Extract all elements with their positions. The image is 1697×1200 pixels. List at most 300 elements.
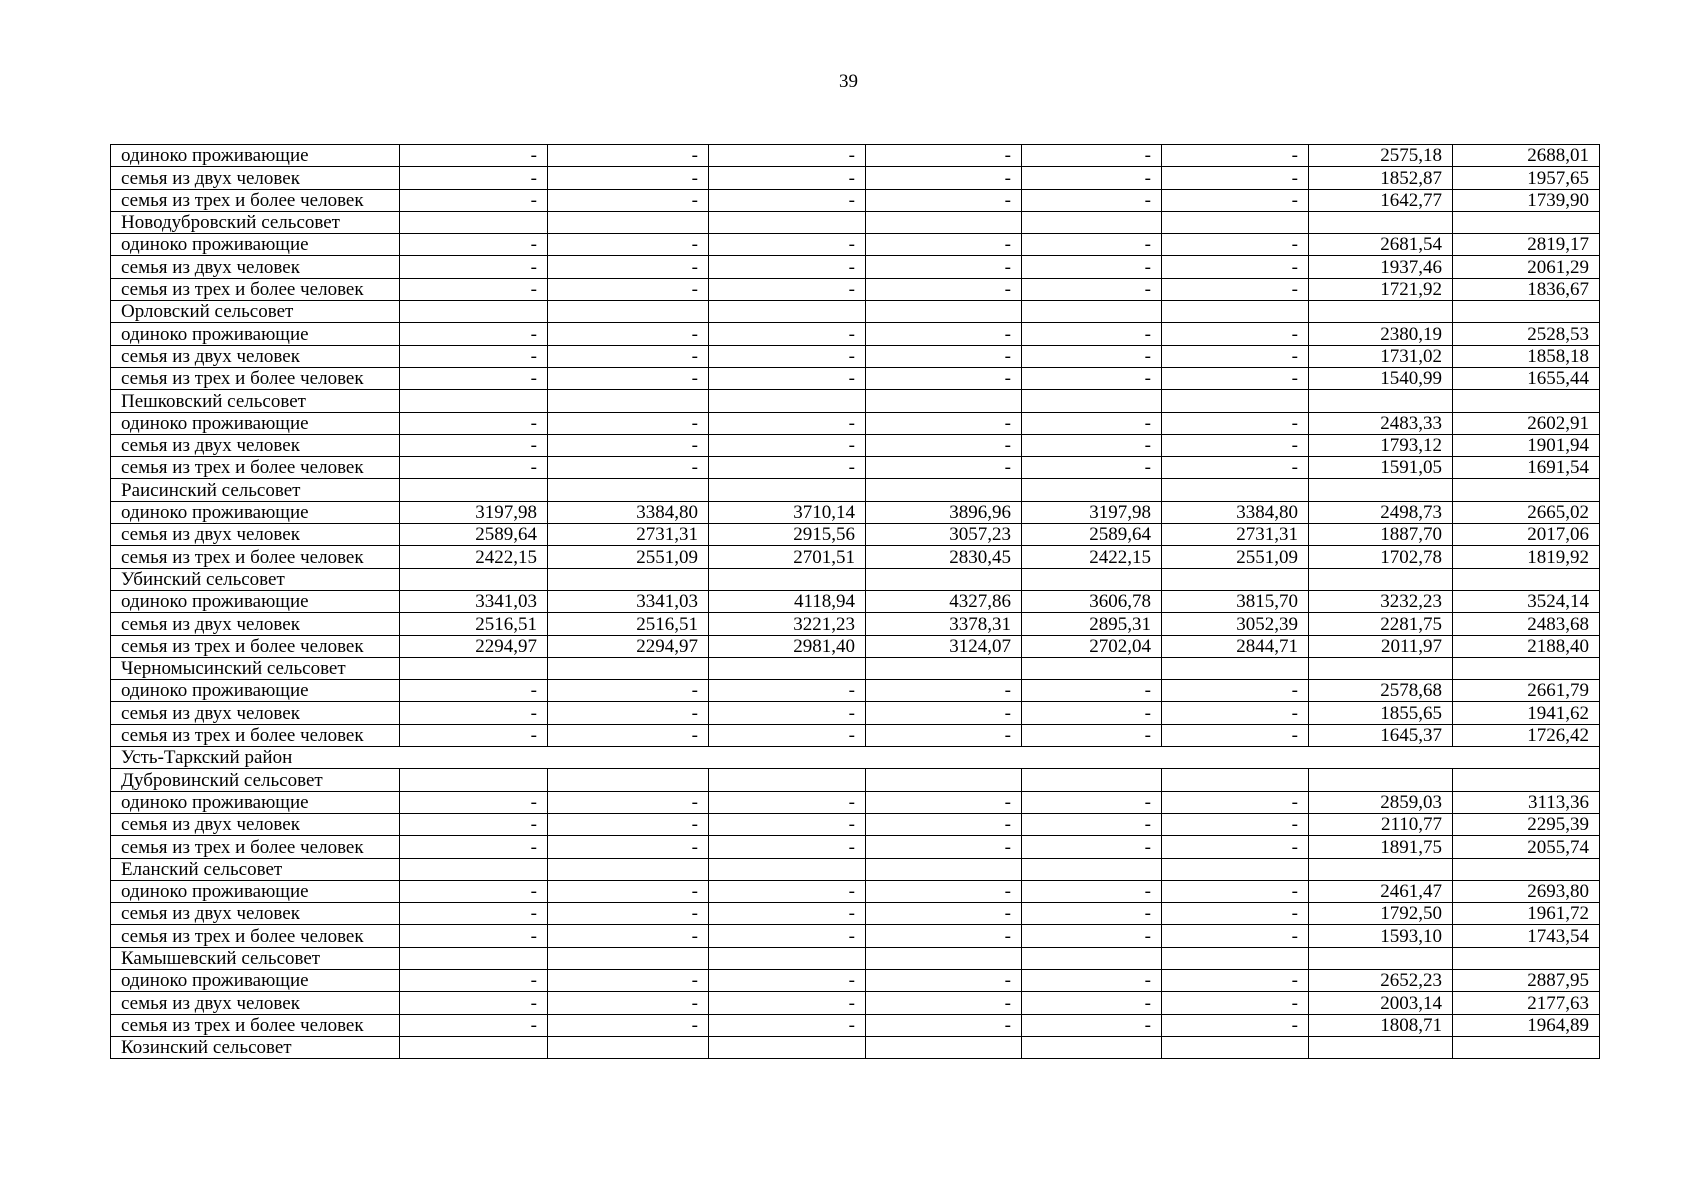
table-cell: 2681,54 xyxy=(1309,234,1453,256)
row-label: семья из двух человек xyxy=(111,434,400,456)
table-cell: 2516,51 xyxy=(400,613,548,635)
table-cell: 1964,89 xyxy=(1453,1014,1600,1036)
table-cell: 1937,46 xyxy=(1309,256,1453,278)
table-cell: 2602,91 xyxy=(1453,412,1600,434)
group-header-row xyxy=(111,657,1600,679)
table-row xyxy=(111,546,1600,568)
table-cell: - xyxy=(866,323,1022,345)
table-cell: 4327,86 xyxy=(866,590,1022,612)
table-cell: - xyxy=(400,434,548,456)
table-cell: - xyxy=(866,903,1022,925)
empty-cell xyxy=(548,1036,709,1058)
table-cell: 3232,23 xyxy=(1309,590,1453,612)
table-row xyxy=(111,635,1600,657)
table-cell: 2551,09 xyxy=(548,546,709,568)
table-cell: - xyxy=(709,680,866,702)
table-cell: - xyxy=(866,256,1022,278)
table-cell: 1739,90 xyxy=(1453,189,1600,211)
row-label: семья из трех и более человек xyxy=(111,925,400,947)
table-cell: 2483,33 xyxy=(1309,412,1453,434)
empty-cell xyxy=(548,769,709,791)
group-label: Пешковский сельсовет xyxy=(111,390,400,412)
table-cell: - xyxy=(548,256,709,278)
group-label: Козинский сельсовет xyxy=(111,1036,400,1058)
table-cell: 1726,42 xyxy=(1453,724,1600,746)
table-cell: 1819,92 xyxy=(1453,546,1600,568)
empty-cell xyxy=(1162,858,1309,880)
table-cell: 1731,02 xyxy=(1309,345,1453,367)
empty-cell xyxy=(709,568,866,590)
table-cell: - xyxy=(709,278,866,300)
empty-cell xyxy=(866,390,1022,412)
table-cell: - xyxy=(1162,925,1309,947)
row-label: одиноко проживающие xyxy=(111,501,400,523)
table-cell: - xyxy=(400,969,548,991)
table-cell: 3341,03 xyxy=(400,590,548,612)
table-cell: 3815,70 xyxy=(1162,590,1309,612)
table-cell: - xyxy=(548,457,709,479)
row-label: одиноко проживающие xyxy=(111,145,400,167)
table-cell: 2731,31 xyxy=(548,524,709,546)
table-cell: - xyxy=(1022,145,1162,167)
group-header-row xyxy=(111,947,1600,969)
table-cell: 2461,47 xyxy=(1309,880,1453,902)
table-cell: - xyxy=(400,992,548,1014)
table-cell: 3378,31 xyxy=(866,613,1022,635)
table-cell: 1887,70 xyxy=(1309,524,1453,546)
empty-cell xyxy=(400,479,548,501)
empty-cell xyxy=(1162,947,1309,969)
table-cell: - xyxy=(548,836,709,858)
table-cell: 2003,14 xyxy=(1309,992,1453,1014)
table-cell: - xyxy=(400,925,548,947)
row-label: семья из трех и более человек xyxy=(111,724,400,746)
table-cell: - xyxy=(400,278,548,300)
table-cell: 2188,40 xyxy=(1453,635,1600,657)
empty-cell xyxy=(1453,947,1600,969)
table-cell: - xyxy=(866,880,1022,902)
table-cell: - xyxy=(866,813,1022,835)
table-cell: - xyxy=(400,813,548,835)
row-label: одиноко проживающие xyxy=(111,412,400,434)
table-cell: - xyxy=(709,412,866,434)
table-cell: 1645,37 xyxy=(1309,724,1453,746)
table-cell: 2661,79 xyxy=(1453,680,1600,702)
table-cell: - xyxy=(1162,457,1309,479)
table-cell: 2859,03 xyxy=(1309,791,1453,813)
table-cell: 3221,23 xyxy=(709,613,866,635)
table-cell: - xyxy=(400,167,548,189)
table-cell: - xyxy=(866,412,1022,434)
empty-cell xyxy=(400,1036,548,1058)
table-cell: - xyxy=(1022,256,1162,278)
table-cell: 1593,10 xyxy=(1309,925,1453,947)
empty-cell xyxy=(1162,479,1309,501)
empty-cell xyxy=(1309,858,1453,880)
empty-cell xyxy=(1022,301,1162,323)
empty-cell xyxy=(1022,858,1162,880)
empty-cell xyxy=(1309,568,1453,590)
empty-cell xyxy=(1022,211,1162,233)
table-cell: - xyxy=(400,1014,548,1036)
table-row xyxy=(111,680,1600,702)
empty-cell xyxy=(709,769,866,791)
table-cell: - xyxy=(548,189,709,211)
table-cell: - xyxy=(866,925,1022,947)
table-cell: - xyxy=(548,434,709,456)
table-cell: - xyxy=(400,323,548,345)
table-cell: 3606,78 xyxy=(1022,590,1162,612)
table-cell: 2665,02 xyxy=(1453,501,1600,523)
table-cell: 2887,95 xyxy=(1453,969,1600,991)
table-cell: - xyxy=(709,167,866,189)
table-cell: - xyxy=(400,189,548,211)
table-cell: - xyxy=(548,992,709,1014)
table-row xyxy=(111,925,1600,947)
table-cell: 1961,72 xyxy=(1453,903,1600,925)
table-cell: - xyxy=(1162,680,1309,702)
empty-cell xyxy=(1309,301,1453,323)
table-cell: - xyxy=(548,1014,709,1036)
table-row xyxy=(111,903,1600,925)
row-label: семья из трех и более человек xyxy=(111,457,400,479)
table-cell: - xyxy=(709,457,866,479)
empty-cell xyxy=(1453,657,1600,679)
row-label: одиноко проживающие xyxy=(111,590,400,612)
table-row xyxy=(111,234,1600,256)
empty-cell xyxy=(548,301,709,323)
empty-cell xyxy=(400,657,548,679)
table-cell: - xyxy=(400,256,548,278)
tariff-table-body xyxy=(111,145,1600,1059)
table-row xyxy=(111,501,1600,523)
table-cell: - xyxy=(548,880,709,902)
group-label: Камышевский сельсовет xyxy=(111,947,400,969)
empty-cell xyxy=(1309,479,1453,501)
row-label: семья из двух человек xyxy=(111,813,400,835)
row-label: семья из двух человек xyxy=(111,992,400,1014)
table-cell: 2830,45 xyxy=(866,546,1022,568)
group-label: Раисинский сельсовет xyxy=(111,479,400,501)
table-cell: 1702,78 xyxy=(1309,546,1453,568)
table-cell: - xyxy=(1022,836,1162,858)
empty-cell xyxy=(548,479,709,501)
table-cell: - xyxy=(1022,278,1162,300)
table-cell: - xyxy=(709,724,866,746)
table-cell: 1540,99 xyxy=(1309,367,1453,389)
table-cell: - xyxy=(866,345,1022,367)
empty-cell xyxy=(866,769,1022,791)
row-label: семья из двух человек xyxy=(111,903,400,925)
empty-cell xyxy=(400,858,548,880)
empty-cell xyxy=(1022,657,1162,679)
row-label: семья из трех и более человек xyxy=(111,189,400,211)
table-cell: - xyxy=(1022,992,1162,1014)
row-label: семья из трех и более человек xyxy=(111,1014,400,1036)
empty-cell xyxy=(1162,390,1309,412)
empty-cell xyxy=(400,211,548,233)
empty-cell xyxy=(1453,769,1600,791)
group-label: Дубровинский сельсовет xyxy=(111,769,400,791)
table-cell: 2380,19 xyxy=(1309,323,1453,345)
empty-cell xyxy=(1453,301,1600,323)
table-cell: 2294,97 xyxy=(548,635,709,657)
table-cell: - xyxy=(866,457,1022,479)
table-cell: - xyxy=(709,702,866,724)
table-cell: 3384,80 xyxy=(548,501,709,523)
table-cell: - xyxy=(1162,323,1309,345)
table-cell: 2528,53 xyxy=(1453,323,1600,345)
table-cell: - xyxy=(866,791,1022,813)
row-label: семья из трех и более человек xyxy=(111,635,400,657)
table-cell: - xyxy=(866,278,1022,300)
table-cell: - xyxy=(1022,434,1162,456)
table-row xyxy=(111,434,1600,456)
empty-cell xyxy=(866,657,1022,679)
table-cell: - xyxy=(709,189,866,211)
group-header-row xyxy=(111,301,1600,323)
table-cell: - xyxy=(400,457,548,479)
table-cell: 3197,98 xyxy=(1022,501,1162,523)
table-cell: - xyxy=(400,880,548,902)
empty-cell xyxy=(709,211,866,233)
empty-cell xyxy=(709,657,866,679)
table-cell: 2819,17 xyxy=(1453,234,1600,256)
table-cell: - xyxy=(1162,702,1309,724)
table-cell: 2701,51 xyxy=(709,546,866,568)
table-cell: 2295,39 xyxy=(1453,813,1600,835)
table-row xyxy=(111,367,1600,389)
table-cell: 1642,77 xyxy=(1309,189,1453,211)
table-row xyxy=(111,590,1600,612)
empty-cell xyxy=(1309,947,1453,969)
table-cell: - xyxy=(866,680,1022,702)
table-cell: 1901,94 xyxy=(1453,434,1600,456)
empty-cell xyxy=(1022,568,1162,590)
table-cell: 1855,65 xyxy=(1309,702,1453,724)
group-header-row xyxy=(111,858,1600,880)
row-label: семья из двух человек xyxy=(111,345,400,367)
table-row xyxy=(111,323,1600,345)
table-cell: 1691,54 xyxy=(1453,457,1600,479)
group-label: Еланский сельсовет xyxy=(111,858,400,880)
table-cell: - xyxy=(548,167,709,189)
empty-cell xyxy=(709,479,866,501)
table-cell: - xyxy=(548,702,709,724)
table-cell: - xyxy=(400,412,548,434)
table-cell: 1792,50 xyxy=(1309,903,1453,925)
group-header-row xyxy=(111,769,1600,791)
table-cell: - xyxy=(709,234,866,256)
table-cell: - xyxy=(1162,256,1309,278)
table-cell: 2915,56 xyxy=(709,524,866,546)
empty-cell xyxy=(1309,769,1453,791)
empty-cell xyxy=(1309,211,1453,233)
table-cell: - xyxy=(866,367,1022,389)
table-row xyxy=(111,524,1600,546)
table-cell: - xyxy=(866,969,1022,991)
table-row xyxy=(111,613,1600,635)
table-cell: 3384,80 xyxy=(1162,501,1309,523)
table-cell: - xyxy=(548,925,709,947)
table-cell: 2281,75 xyxy=(1309,613,1453,635)
table-cell: - xyxy=(866,167,1022,189)
empty-cell xyxy=(1453,858,1600,880)
empty-cell xyxy=(1309,657,1453,679)
table-cell: 2551,09 xyxy=(1162,546,1309,568)
row-label: одиноко проживающие xyxy=(111,791,400,813)
empty-cell xyxy=(1162,301,1309,323)
empty-cell xyxy=(400,390,548,412)
empty-cell xyxy=(400,947,548,969)
table-cell: - xyxy=(1022,345,1162,367)
table-cell: - xyxy=(709,813,866,835)
empty-cell xyxy=(1309,390,1453,412)
table-cell: 2895,31 xyxy=(1022,613,1162,635)
table-cell: 1743,54 xyxy=(1453,925,1600,947)
empty-cell xyxy=(548,390,709,412)
table-cell: 2422,15 xyxy=(400,546,548,568)
table-cell: - xyxy=(866,836,1022,858)
table-cell: - xyxy=(1162,434,1309,456)
table-cell: - xyxy=(548,969,709,991)
table-cell: 3710,14 xyxy=(709,501,866,523)
empty-cell xyxy=(400,301,548,323)
table-cell: 4118,94 xyxy=(709,590,866,612)
table-cell: - xyxy=(548,145,709,167)
district-header-row xyxy=(111,747,1600,769)
table-cell: 3896,96 xyxy=(866,501,1022,523)
group-label: Убинский сельсовет xyxy=(111,568,400,590)
table-cell: 2589,64 xyxy=(400,524,548,546)
empty-cell xyxy=(1022,390,1162,412)
table-cell: - xyxy=(400,903,548,925)
table-cell: - xyxy=(1022,791,1162,813)
table-cell: - xyxy=(709,145,866,167)
table-cell: - xyxy=(866,145,1022,167)
table-cell: 2702,04 xyxy=(1022,635,1162,657)
table-cell: - xyxy=(1022,702,1162,724)
table-cell: - xyxy=(1022,903,1162,925)
table-cell: 2294,97 xyxy=(400,635,548,657)
table-cell: - xyxy=(709,1014,866,1036)
table-cell: 3052,39 xyxy=(1162,613,1309,635)
table-cell: - xyxy=(866,1014,1022,1036)
table-cell: - xyxy=(400,702,548,724)
table-cell: 2061,29 xyxy=(1453,256,1600,278)
empty-cell xyxy=(1162,568,1309,590)
empty-cell xyxy=(866,211,1022,233)
table-cell: - xyxy=(709,791,866,813)
table-cell: - xyxy=(709,836,866,858)
empty-cell xyxy=(548,858,709,880)
table-cell: - xyxy=(709,323,866,345)
table-cell: 2981,40 xyxy=(709,635,866,657)
table-cell: 3113,36 xyxy=(1453,791,1600,813)
table-cell: - xyxy=(1162,791,1309,813)
row-label: семья из двух человек xyxy=(111,702,400,724)
table-cell: - xyxy=(400,145,548,167)
table-cell: 3124,07 xyxy=(866,635,1022,657)
group-label: Орловский сельсовет xyxy=(111,301,400,323)
table-row xyxy=(111,791,1600,813)
table-cell: - xyxy=(1162,813,1309,835)
empty-cell xyxy=(1453,479,1600,501)
row-label: одиноко проживающие xyxy=(111,323,400,345)
group-label: Черномысинский сельсовет xyxy=(111,657,400,679)
table-cell: 2055,74 xyxy=(1453,836,1600,858)
group-header-row xyxy=(111,390,1600,412)
table-cell: - xyxy=(1022,323,1162,345)
table-cell: - xyxy=(548,680,709,702)
empty-cell xyxy=(548,211,709,233)
table-cell: 2688,01 xyxy=(1453,145,1600,167)
table-cell: 1836,67 xyxy=(1453,278,1600,300)
district-label: Усть-Таркский район xyxy=(111,747,1600,769)
table-cell: - xyxy=(866,992,1022,1014)
empty-cell xyxy=(709,858,866,880)
table-cell: - xyxy=(1022,234,1162,256)
table-cell: 2498,73 xyxy=(1309,501,1453,523)
table-cell: - xyxy=(1162,234,1309,256)
table-cell: - xyxy=(866,434,1022,456)
table-cell: - xyxy=(548,791,709,813)
table-cell: - xyxy=(1022,367,1162,389)
table-cell: - xyxy=(1022,680,1162,702)
empty-cell xyxy=(1022,769,1162,791)
table-cell: - xyxy=(709,969,866,991)
row-label: одиноко проживающие xyxy=(111,680,400,702)
empty-cell xyxy=(1162,657,1309,679)
empty-cell xyxy=(709,301,866,323)
table-cell: 2177,63 xyxy=(1453,992,1600,1014)
table-cell: - xyxy=(1022,412,1162,434)
table-cell: 1852,87 xyxy=(1309,167,1453,189)
table-cell: - xyxy=(548,724,709,746)
empty-cell xyxy=(548,947,709,969)
empty-cell xyxy=(1022,947,1162,969)
table-cell: - xyxy=(1022,1014,1162,1036)
empty-cell xyxy=(1453,1036,1600,1058)
empty-cell xyxy=(866,858,1022,880)
table-row xyxy=(111,813,1600,835)
table-cell: - xyxy=(866,724,1022,746)
table-cell: 2693,80 xyxy=(1453,880,1600,902)
table-row xyxy=(111,412,1600,434)
table-cell: 2844,71 xyxy=(1162,635,1309,657)
row-label: семья из двух человек xyxy=(111,256,400,278)
table-cell: - xyxy=(1162,167,1309,189)
group-header-row xyxy=(111,479,1600,501)
table-cell: - xyxy=(709,992,866,1014)
table-cell: - xyxy=(548,278,709,300)
tariff-table xyxy=(110,144,1600,1059)
table-cell: - xyxy=(400,367,548,389)
row-label: семья из двух человек xyxy=(111,613,400,635)
table-cell: - xyxy=(1162,278,1309,300)
table-cell: 1591,05 xyxy=(1309,457,1453,479)
row-label: семья из трех и более человек xyxy=(111,836,400,858)
empty-cell xyxy=(866,947,1022,969)
empty-cell xyxy=(1162,1036,1309,1058)
empty-cell xyxy=(709,1036,866,1058)
table-cell: 1655,44 xyxy=(1453,367,1600,389)
table-cell: - xyxy=(1162,367,1309,389)
table-row xyxy=(111,457,1600,479)
table-cell: 1891,75 xyxy=(1309,836,1453,858)
table-cell: - xyxy=(400,680,548,702)
row-label: семья из двух человек xyxy=(111,524,400,546)
